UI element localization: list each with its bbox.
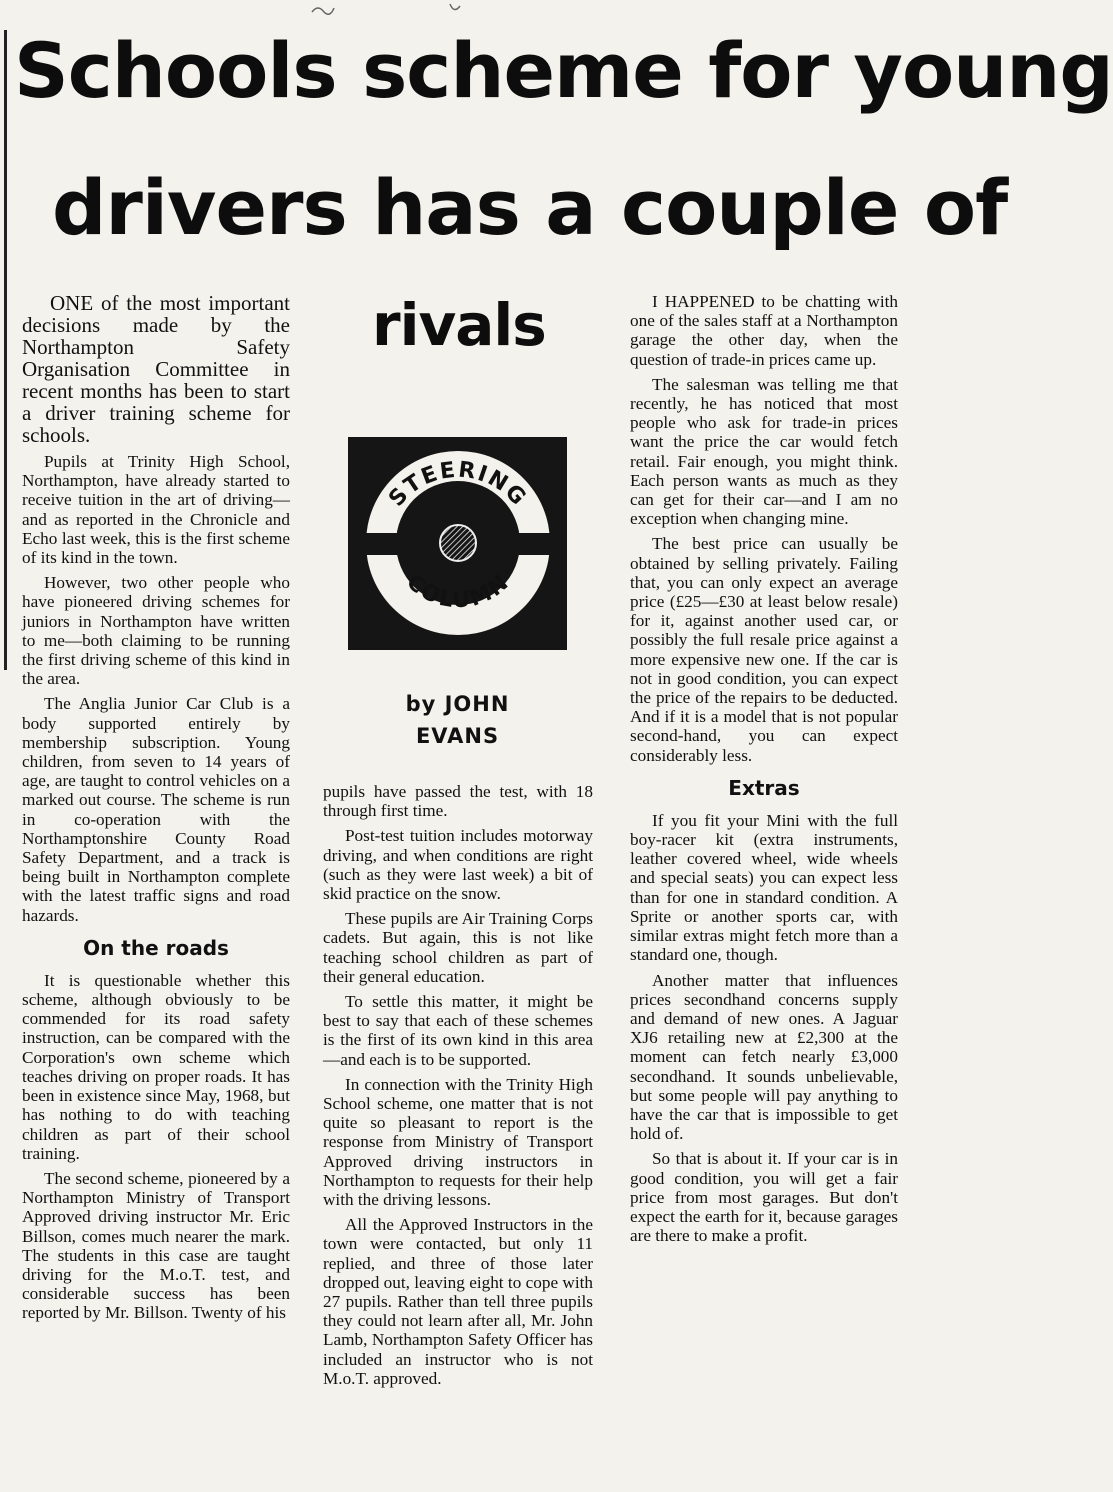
paragraph: All the Approved Instructors in the town were contacted, but only 11 replied, and three of those later dropped out, leaving eight to cope with 27 pupils. Rather than tell three pupils they could not learn after all, Mr. John Lamb, Northampton Safety Officer has included an instructor who is not M.o.T. approved. (323, 1215, 593, 1388)
paragraph: In connection with the Trinity High School scheme, one matter that is not quite so pleasant to report is the response from Ministry of Transport Approved driving instructors in Northampton to requests for their help with the driving lessons. (323, 1074, 593, 1210)
paragraph: Post-test tuition includes motorway driving, and when conditions are right (such as they were last week) a bit of skid practice on the snow. (323, 826, 593, 904)
paragraph: Pupils at Trinity High School, Northampton, have already started to receive tuition in the art of driving—and as reported in the Chronicle and Echo last week, this is the first scheme of its kind in the town. (22, 452, 290, 568)
paragraph: So that is about it. If your car is in good condition, you will get a fair price from most garages. But don't expect the earth for it, because garages are there to make a profit. (630, 1149, 898, 1246)
paragraph: To settle this matter, it might be best to say that each of these schemes is the first of its own kind in this area—and each is to be supported. (323, 992, 593, 1069)
subhead-on-the-roads: On the roads (83, 935, 229, 960)
headline-line-3: rivals (372, 291, 546, 359)
article-column-2 (323, 782, 593, 1394)
byline (348, 688, 567, 752)
paragraph: The best price can usually be obtained by selling privately. Failing that, you can only expect an average price (£25—£30 at least below resale) for it, against another used car, or possibly the full resale price against a more expensive new one. If the car is not in good condition, you can expect the price of the repairs to be deducted. And if it is a model that is not popular second-hand, you can expect considerably less. (630, 534, 898, 765)
steering-column-logo (348, 437, 567, 650)
column-rule (4, 30, 7, 670)
steering-wheel-icon (348, 437, 567, 650)
paragraph: The salesman was telling me that recently, he has noticed that most people who ask for trade-in prices want the price the car would fetch retail. Fair enough, you might think. Each person wants as much as they can get for their car—and I am no exception when changing mine. (630, 374, 898, 529)
subhead-extras: Extras (728, 775, 800, 800)
logo-top-text: STEERING (384, 457, 532, 512)
headline-line-1: Schools scheme for young (14, 26, 1113, 115)
lead-paragraph: ONE of the most important decisions made by the Northampton Safety Organisation Committee in recent months has been to start a driver training scheme for schools. (22, 291, 290, 447)
logo-bottom-text: COLUMN (401, 569, 515, 614)
paragraph: Another matter that influences prices secondhand concerns supply and demand of new ones. A Jaguar XJ6 retailing new at £2,300 at the moment can fetch nearly £3,000 secondhand. It sounds unbelievable, but some people will pay anything to have the car that is impossible to get hold of. (630, 970, 898, 1144)
paragraph: I HAPPENED to be chatting with one of the sales staff at a Northampton garage the other day, when the question of trade-in prices came up. (630, 292, 898, 369)
article-column-1 (22, 292, 290, 1329)
paragraph: These pupils are Air Training Corps cadets. But again, this is not like teaching school children as part of their general education. (323, 909, 593, 986)
headline-line-2: drivers has a couple of (52, 163, 1008, 252)
byline-line-2: EVANS (415, 724, 500, 748)
paragraph: It is questionable whether this scheme, although obviously to be commended for its road safety instruction, can be compared with the Corporation's own scheme which teaches driving on proper roads. It has been in existence since May, 1968, but has nothing to do with teaching children as part of their school training. (22, 970, 290, 1163)
paragraph: However, two other people who have pioneered driving schemes for juniors in Northampton have written to me—both claiming to be running the first driving scheme of this kind in the area. (22, 573, 290, 689)
paragraph: The Anglia Junior Car Club is a body supported entirely by membership subscription. Young children, from seven to 14 years of age, are taught to control vehicles on a marked out course. The scheme is run in co-operation with the Northamptonshire County Road Safety Department, and a track is being built in Northampton complete with the latest traffic signs and road hazards. (22, 694, 290, 925)
paragraph: The second scheme, pioneered by a Northampton Ministry of Transport Approved driving instructor Mr. Eric Billson, comes much nearer the mark. The students in this case are taught driving for the M.o.T. test, and considerable success has been reported by Mr. Billson. Twenty of his (22, 1168, 290, 1323)
article-column-3 (630, 292, 898, 1251)
handwritten-mark (300, 0, 500, 16)
paragraph: pupils have passed the test, with 18 through first time. (323, 782, 593, 821)
paragraph: If you fit your Mini with the full boy-racer kit (extra instruments, leather covered wheel, wide wheels and special seats) you can expect less than for one in standard condition. A Sprite or another sports car, with similar extras might fetch more than a standard one, though. (630, 810, 898, 965)
byline-line-1: by JOHN (405, 692, 510, 716)
